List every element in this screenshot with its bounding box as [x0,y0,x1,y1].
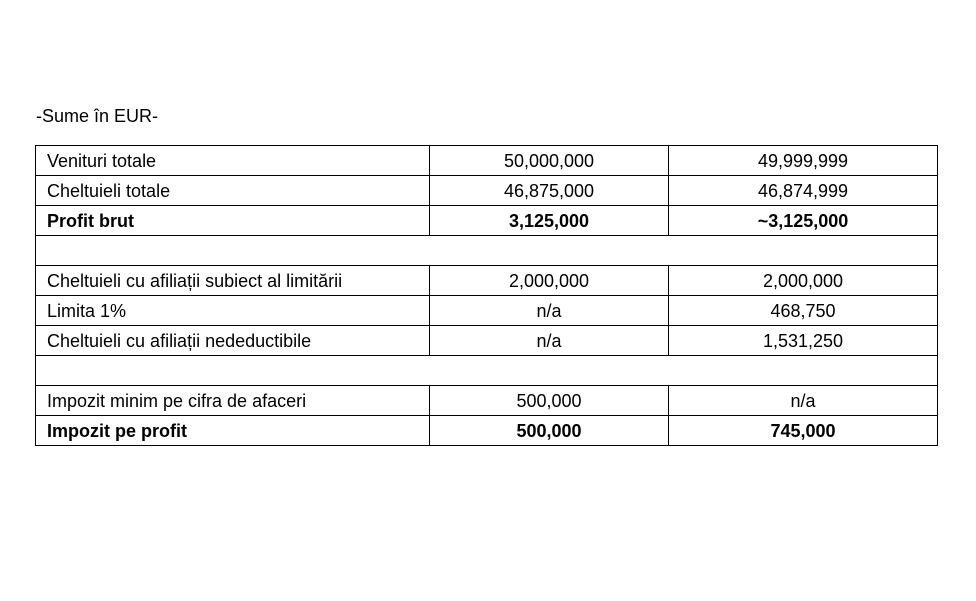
spacer-row [36,236,938,266]
value-cell: 3,125,000 [430,206,669,236]
value-cell: 2,000,000 [430,266,669,296]
currency-caption: -Sume în EUR- [36,106,159,126]
table-row [36,386,938,416]
table-row-total [36,206,938,236]
table-row [36,266,938,296]
row-label: Cheltuieli totale [36,176,430,206]
row-label: Profit brut [36,206,430,236]
value-cell: 1,531,250 [669,326,938,356]
value-cell: 50,000,000 [430,146,669,176]
value-cell: n/a [669,386,938,416]
value-cell: 46,874,999 [669,176,938,206]
value-cell: 500,000 [430,386,669,416]
row-label: Impozit pe profit [36,416,430,446]
table-row [36,176,938,206]
value-cell: 500,000 [430,416,669,446]
value-cell: 745,000 [669,416,938,446]
value-cell: 468,750 [669,296,938,326]
tax-calculation-table [35,145,938,446]
value-cell: 46,875,000 [430,176,669,206]
table-row-total [36,416,938,446]
row-label: Cheltuieli cu afiliații subiect al limitării [36,266,430,296]
table-row [36,296,938,326]
row-label: Cheltuieli cu afiliații nedeductibile [36,326,430,356]
value-cell: n/a [430,326,669,356]
empty-cell [36,236,938,266]
row-label: Venituri totale [36,146,430,176]
value-cell: 2,000,000 [669,266,938,296]
value-cell: n/a [430,296,669,326]
row-label: Impozit minim pe cifra de afaceri [36,386,430,416]
spacer-row [36,356,938,386]
table-row [36,146,938,176]
table-row [36,326,938,356]
value-cell: ~3,125,000 [669,206,938,236]
row-label: Limita 1% [36,296,430,326]
empty-cell [36,356,938,386]
value-cell: 49,999,999 [669,146,938,176]
